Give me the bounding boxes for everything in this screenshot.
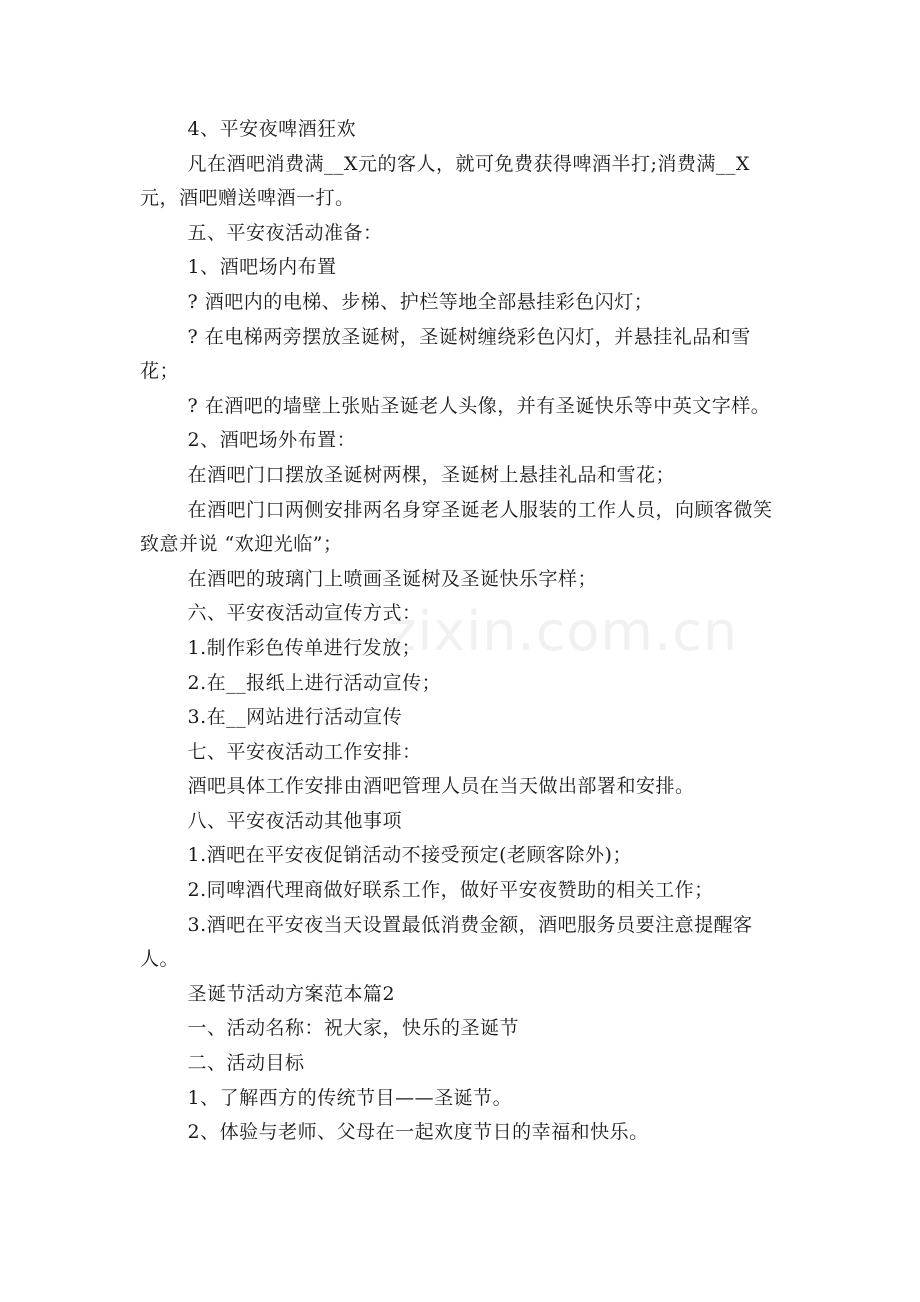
- list-item: 1.制作彩色传单进行发放；: [187, 636, 422, 659]
- section-heading-6: 六、平安夜活动宣传方式：: [187, 602, 422, 625]
- list-item: 1、了解西方的传统节目——圣诞节。: [187, 1086, 513, 1109]
- list-item: 2、体验与老师、父母在一起欢度节日的幸福和快乐。: [187, 1121, 649, 1144]
- paragraph-heading-4: 4、平安夜啤酒狂欢: [187, 118, 357, 140]
- bullet-item: ? 酒吧内的电梯、步梯、护栏等地全部悬挂彩色闪灯；: [187, 290, 654, 313]
- list-item: 1.酒吧在平安夜促销活动不接受预定(老顾客除外)；: [187, 844, 632, 867]
- section-heading-7: 七、平安夜活动工作安排：: [187, 740, 422, 763]
- paragraph: 酒吧具体工作安排由酒吧管理人员在当天做出部署和安排。: [187, 775, 695, 798]
- subheading: 1、酒吧场内布置: [187, 256, 337, 279]
- section-heading-8: 八、平安夜活动其他事项: [187, 809, 403, 832]
- paragraph: 在酒吧的玻璃门上喷画圣诞树及圣诞快乐字样；: [187, 567, 598, 590]
- document-body: [140, 112, 785, 1150]
- paragraph: 在酒吧门口两侧安排两名身穿圣诞老人服装的工作人员，向顾客微笑致意并说 “欢迎光临”；: [140, 498, 773, 556]
- document-title: 圣诞节活动方案范本篇2: [187, 982, 396, 1005]
- section-heading-2: 二、活动目标: [187, 1052, 305, 1075]
- list-item: 3.在__网站进行活动宣传: [187, 706, 403, 729]
- list-item: 3.酒吧在平安夜当天设置最低消费金额，酒吧服务员要注意提醒客人。: [140, 913, 753, 971]
- list-item: 2.在__报纸上进行活动宣传；: [187, 671, 442, 694]
- bullet-item: ? 在酒吧的墙壁上张贴圣诞老人头像，并有圣诞快乐等中英文字样。: [187, 394, 771, 417]
- paragraph: 凡在酒吧消费满__X元的客人，就可免费获得啤酒半打;消费满__X元，酒吧赠送啤酒一打。: [140, 152, 750, 210]
- section-heading-5: 五、平安夜活动准备：: [187, 221, 383, 244]
- list-item: 2.同啤酒代理商做好联系工作，做好平安夜赞助的相关工作；: [187, 879, 714, 902]
- bullet-item: ? 在电梯两旁摆放圣诞树，圣诞树缠绕彩色闪灯，并悬挂礼品和雪花；: [140, 325, 751, 383]
- section-heading-1: 一、活动名称：祝大家，快乐的圣诞节: [187, 1017, 520, 1040]
- paragraph: 在酒吧门口摆放圣诞树两棵，圣诞树上悬挂礼品和雪花；: [187, 463, 676, 486]
- subheading: 2、酒吧场外布置：: [187, 429, 357, 452]
- watermark: zixin.com.cn: [388, 600, 739, 663]
